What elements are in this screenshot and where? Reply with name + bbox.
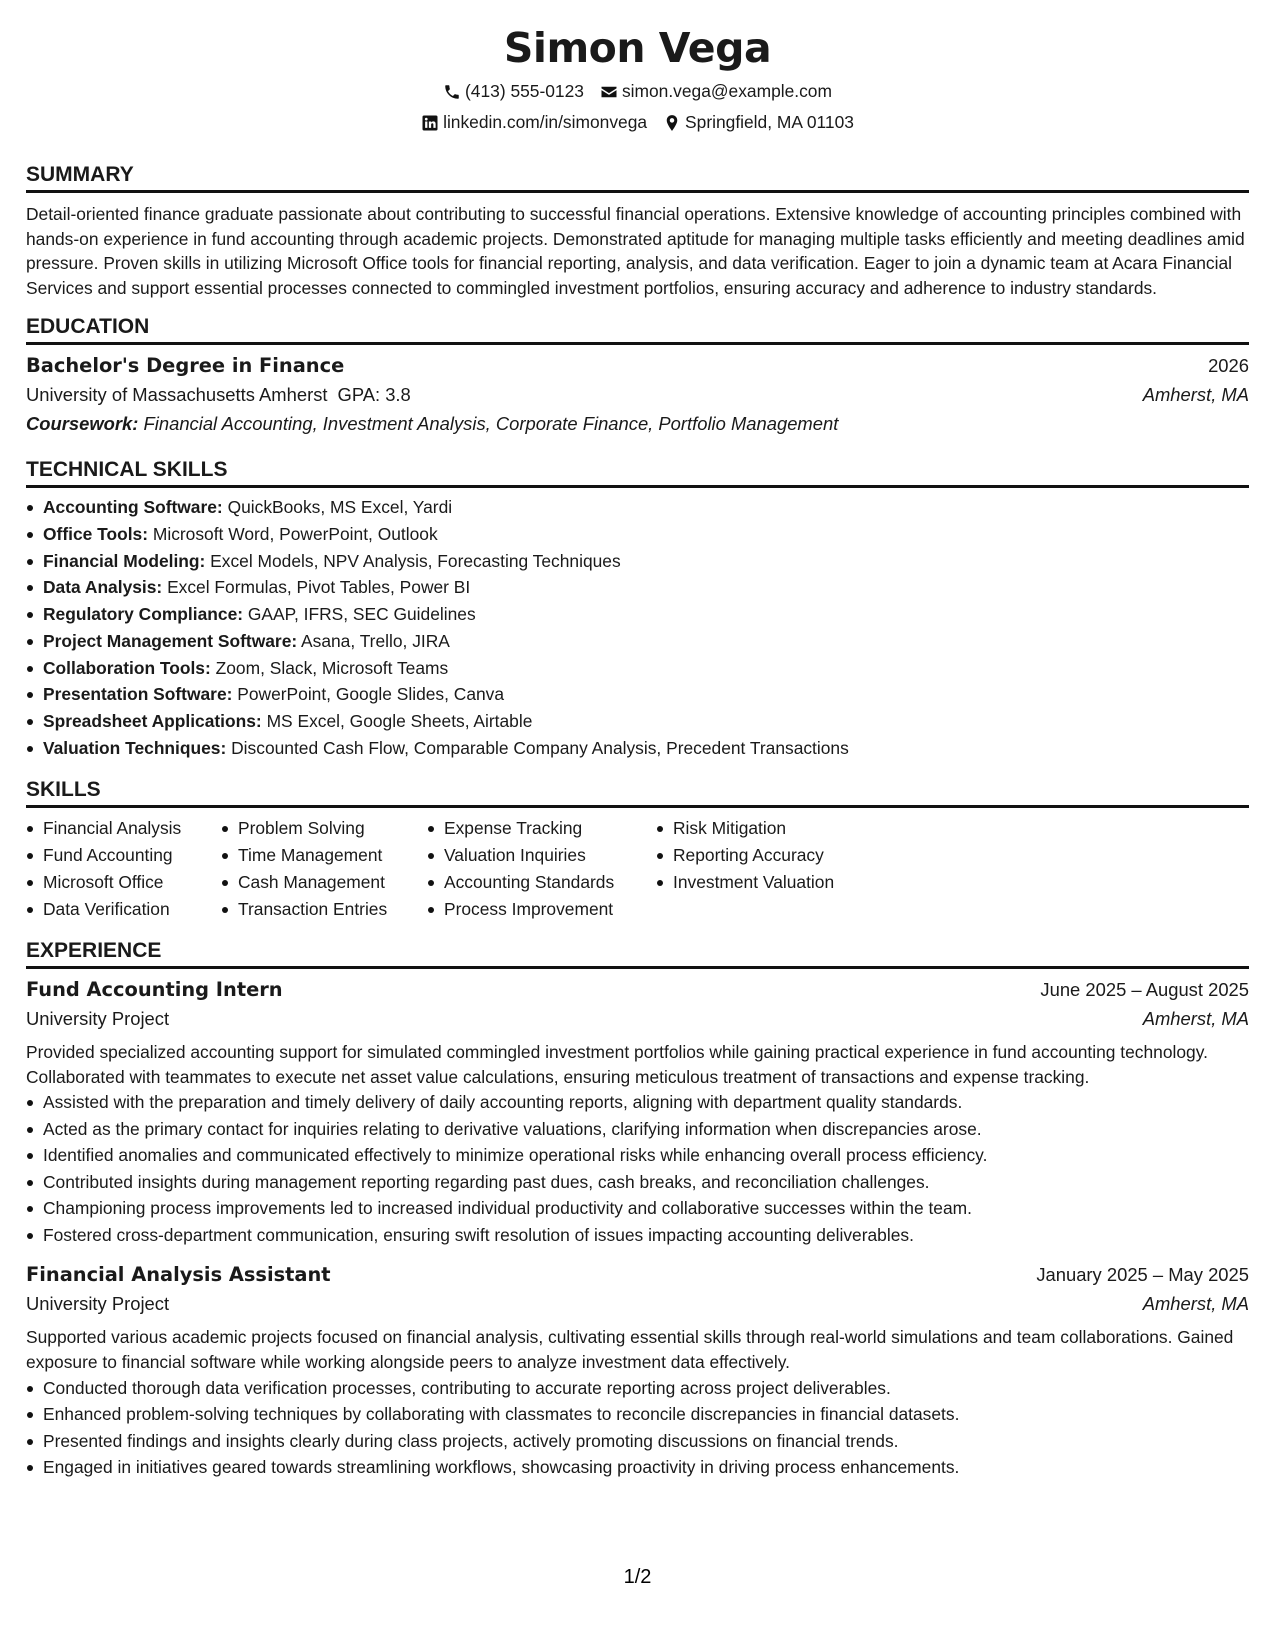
skill-category: Presentation Software:	[43, 684, 233, 705]
skill-category: Office Tools:	[43, 524, 148, 545]
skill-values: MS Excel, Google Sheets, Airtable	[266, 711, 533, 731]
coursework-list: Financial Accounting, Investment Analysis, Corporate Finance, Portfolio Management	[143, 413, 839, 435]
skill-values: Excel Formulas, Pivot Tables, Power BI	[167, 577, 471, 598]
contact-line-2	[26, 107, 1249, 138]
technical-skills-section	[26, 457, 1249, 761]
list-item	[43, 521, 1249, 548]
list-item: Assisted with the preparation and timely delivery of daily accounting reports, aligning with department quality standards.	[43, 1089, 1249, 1116]
school-and-gpa	[26, 380, 411, 409]
skill-category: Project Management Software:	[43, 630, 298, 651]
summary-text: Detail-oriented finance graduate passionate about contributing to successful financial operations. Extensive knowledge of accounting principles combined with hands-on experience in fund accounting through academic projects. Demonstrated aptitude for managing multiple tasks efficiently and meeting deadlines amid pressure. Proven skills in utilizing Microsoft Office tools for financial reporting, analysis, and data verification. Eager to join a dynamic team at Acara Financial Services and support essential processes connected to commingled investment portfolios, ensuring accuracy and adherence to industry standards.	[26, 204, 1245, 298]
location-text: Springfield, MA 01103	[685, 112, 854, 132]
skill-values: GAAP, IFRS, SEC Guidelines	[247, 604, 476, 625]
education-section	[26, 314, 1249, 439]
section-title-skills: SKILLS	[26, 777, 1249, 808]
skills-grid	[26, 815, 1249, 922]
job-organization: University Project	[26, 1293, 170, 1315]
list-item: Championing process improvements led to increased individual productivity and collaborative successes within the team.	[43, 1195, 1249, 1222]
skill-values: Asana, Trello, JIRA	[301, 630, 450, 651]
skills-column-2	[221, 815, 427, 922]
list-item	[43, 601, 1249, 628]
contact-line-1	[26, 76, 1249, 107]
candidate-name: Simon Vega	[503, 24, 772, 72]
summary-section	[26, 162, 1249, 300]
skill-values: Microsoft Word, PowerPoint, Outlook	[152, 524, 438, 545]
skill-category: Spreadsheet Applications:	[43, 711, 262, 731]
email-contact[interactable]	[600, 76, 832, 107]
job-dates: January 2025 – May 2025	[1036, 1264, 1249, 1286]
technical-skills-list	[26, 494, 1249, 761]
skill-category: Financial Modeling:	[43, 550, 206, 571]
map-pin-icon	[663, 114, 681, 132]
school-location: Amherst, MA	[1142, 384, 1249, 406]
section-title-experience: EXPERIENCE	[26, 938, 1249, 969]
linkedin-url: linkedin.com/in/simonvega	[443, 112, 648, 132]
job-title: Fund Accounting Intern	[26, 978, 283, 1002]
resume-page	[26, 20, 1249, 1481]
job-bullets	[26, 1375, 1249, 1481]
skill-category: Data Analysis:	[43, 577, 163, 598]
list-item: Time Management	[238, 842, 427, 869]
list-item: Engaged in initiatives geared towards streamlining workflows, showcasing proactivity in driving process enhancements.	[43, 1454, 1249, 1481]
skill-values: Discounted Cash Flow, Comparable Company Analysis, Precedent Transactions	[231, 737, 849, 758]
skill-category: Valuation Techniques:	[43, 737, 227, 758]
list-item	[43, 494, 1249, 521]
list-item: Investment Valuation	[673, 869, 923, 896]
list-item: Transaction Entries	[238, 896, 427, 923]
section-title-education: EDUCATION	[26, 314, 1249, 345]
list-item	[43, 681, 1249, 708]
phone-icon	[443, 83, 461, 101]
job-title: Financial Analysis Assistant	[26, 1263, 331, 1287]
linkedin-contact[interactable]	[421, 107, 647, 138]
coursework	[26, 409, 1249, 439]
list-item: Enhanced problem-solving techniques by collaborating with classmates to reconcile discrepancies in financial datasets.	[43, 1401, 1249, 1428]
job-dates: June 2025 – August 2025	[1040, 979, 1249, 1001]
school-name: University of Massachusetts Amherst	[26, 384, 328, 406]
envelope-icon	[600, 83, 618, 101]
education-entry	[26, 351, 1249, 439]
email-address: simon.vega@example.com	[621, 81, 832, 101]
job-location: Amherst, MA	[1142, 1008, 1249, 1030]
skill-category: Accounting Software:	[43, 497, 223, 518]
gpa: GPA: 3.8	[337, 384, 411, 406]
degree: Bachelor's Degree in Finance	[26, 354, 345, 378]
skill-values: Zoom, Slack, Microsoft Teams	[215, 657, 449, 678]
job-organization: University Project	[26, 1008, 170, 1030]
list-item: Cash Management	[238, 869, 427, 896]
list-item: Data Verification	[43, 896, 221, 923]
skill-values: QuickBooks, MS Excel, Yardi	[227, 497, 453, 518]
job-entry-2	[26, 1260, 1249, 1480]
list-item: Acted as the primary contact for inquiries relating to derivative valuations, clarifying information when discrepancies arose.	[43, 1116, 1249, 1143]
list-item	[43, 708, 1249, 735]
list-item: Identified anomalies and communicated effectively to minimize operational risks while enhancing overall process efficiency.	[43, 1142, 1249, 1169]
phone-contact[interactable]	[443, 76, 584, 107]
page-number: 1/2	[623, 1566, 652, 1588]
job-entry-1	[26, 975, 1249, 1248]
skills-column-4	[656, 815, 923, 922]
skill-category: Collaboration Tools:	[43, 657, 211, 678]
list-item: Microsoft Office	[43, 869, 221, 896]
list-item: Conducted thorough data verification processes, contributing to accurate reporting across project deliverables.	[43, 1375, 1249, 1402]
job-location: Amherst, MA	[1142, 1293, 1249, 1315]
list-item	[43, 574, 1249, 601]
linkedin-icon	[421, 114, 439, 132]
job-description: Provided specialized accounting support for simulated commingled investment portfolios while gaining practical experience in fund accounting technology. Collaborated with teammates to execute net asset value calculations, ensuring meticulous treatment of transactions and expense tracking.	[26, 1042, 1208, 1087]
section-title-technical-skills: TECHNICAL SKILLS	[26, 457, 1249, 488]
list-item: Financial Analysis	[43, 815, 221, 842]
list-item: Expense Tracking	[444, 815, 656, 842]
job-bullets	[26, 1089, 1249, 1248]
list-item	[43, 628, 1249, 655]
list-item: Fostered cross-department communication, ensuring swift resolution of issues impacting accounting deliverables.	[43, 1222, 1249, 1249]
list-item: Fund Accounting	[43, 842, 221, 869]
skill-values: Excel Models, NPV Analysis, Forecasting Techniques	[210, 550, 621, 571]
list-item: Problem Solving	[238, 815, 427, 842]
list-item: Contributed insights during management reporting regarding past dues, cash breaks, and reconciliation challenges.	[43, 1169, 1249, 1196]
experience-section	[26, 938, 1249, 1480]
coursework-label: Coursework:	[26, 413, 139, 435]
list-item: Risk Mitigation	[673, 815, 923, 842]
list-item: Accounting Standards	[444, 869, 656, 896]
skill-category: Regulatory Compliance:	[43, 604, 244, 625]
list-item	[43, 655, 1249, 682]
job-description: Supported various academic projects focused on financial analysis, cultivating essential skills through real-world simulations and team collaborations. Gained exposure to financial software while working alongside peers to analyze investment data effectively.	[26, 1327, 1234, 1372]
location-contact	[663, 107, 854, 138]
skills-column-1	[26, 815, 221, 922]
skills-section	[26, 777, 1249, 922]
skill-values: PowerPoint, Google Slides, Canva	[237, 684, 505, 705]
list-item: Valuation Inquiries	[444, 842, 656, 869]
list-item: Process Improvement	[444, 896, 656, 923]
list-item: Presented findings and insights clearly during class projects, actively promoting discussions on financial trends.	[43, 1428, 1249, 1455]
list-item: Reporting Accuracy	[673, 842, 923, 869]
phone-number: (413) 555-0123	[465, 81, 584, 101]
list-item	[43, 548, 1249, 575]
graduation-year: 2026	[1208, 355, 1249, 377]
section-title-summary: SUMMARY	[26, 162, 1249, 193]
list-item	[43, 735, 1249, 762]
skills-column-3	[427, 815, 656, 922]
